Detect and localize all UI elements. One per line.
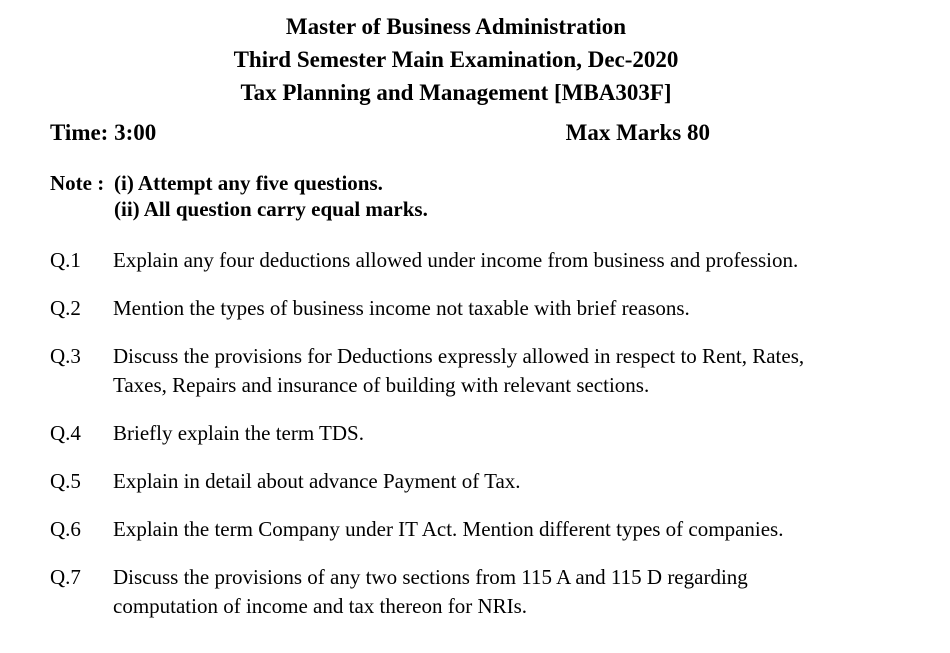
program-title: Master of Business Administration [285,14,627,39]
question-text: Briefly explain the term TDS. [113,421,364,445]
question-text: Explain the term Company under IT Act. Mention different types of companies. [113,517,784,541]
question-number: Q.2 [50,296,81,320]
question-item [50,342,930,400]
question-number: Q.1 [50,248,81,272]
note-line-2: (ii) All question carry equal marks. [114,197,428,221]
question-text: Mention the types of business income not taxable with brief reasons. [113,296,690,320]
exam-title: Third Semester Main Examination, Dec-2020 [233,47,679,72]
questions-list [50,246,930,640]
note-line-1: (i) Attempt any five questions. [114,171,383,195]
question-item [50,563,930,621]
instructions-note [50,170,428,222]
question-item [50,515,930,544]
question-number: Q.5 [50,469,81,493]
time-allowed: Time: 3:00 [50,120,157,145]
note-label: Note : [50,171,105,195]
question-item [50,294,930,323]
question-text: Discuss the provisions for Deductions expressly allowed in respect to Rent, Rates, Taxes, Repairs and insurance of building with relevant sections. [113,344,805,397]
paper-header [0,10,912,109]
question-number: Q.7 [50,565,81,589]
question-item [50,467,930,496]
max-marks: Max Marks 80 [565,120,710,145]
question-text: Explain any four deductions allowed under income from business and profession. [113,248,799,272]
question-number: Q.3 [50,344,81,368]
question-number: Q.6 [50,517,81,541]
question-number: Q.4 [50,421,81,445]
question-item [50,246,930,275]
time-marks-row [50,118,710,148]
question-item [50,419,930,448]
subject-title: Tax Planning and Management [MBA303F] [240,80,672,105]
question-text: Explain in detail about advance Payment of Tax. [113,469,521,493]
question-text: Discuss the provisions of any two sections from 115 A and 115 D regarding computation of income and tax thereon for NRIs. [113,565,748,618]
